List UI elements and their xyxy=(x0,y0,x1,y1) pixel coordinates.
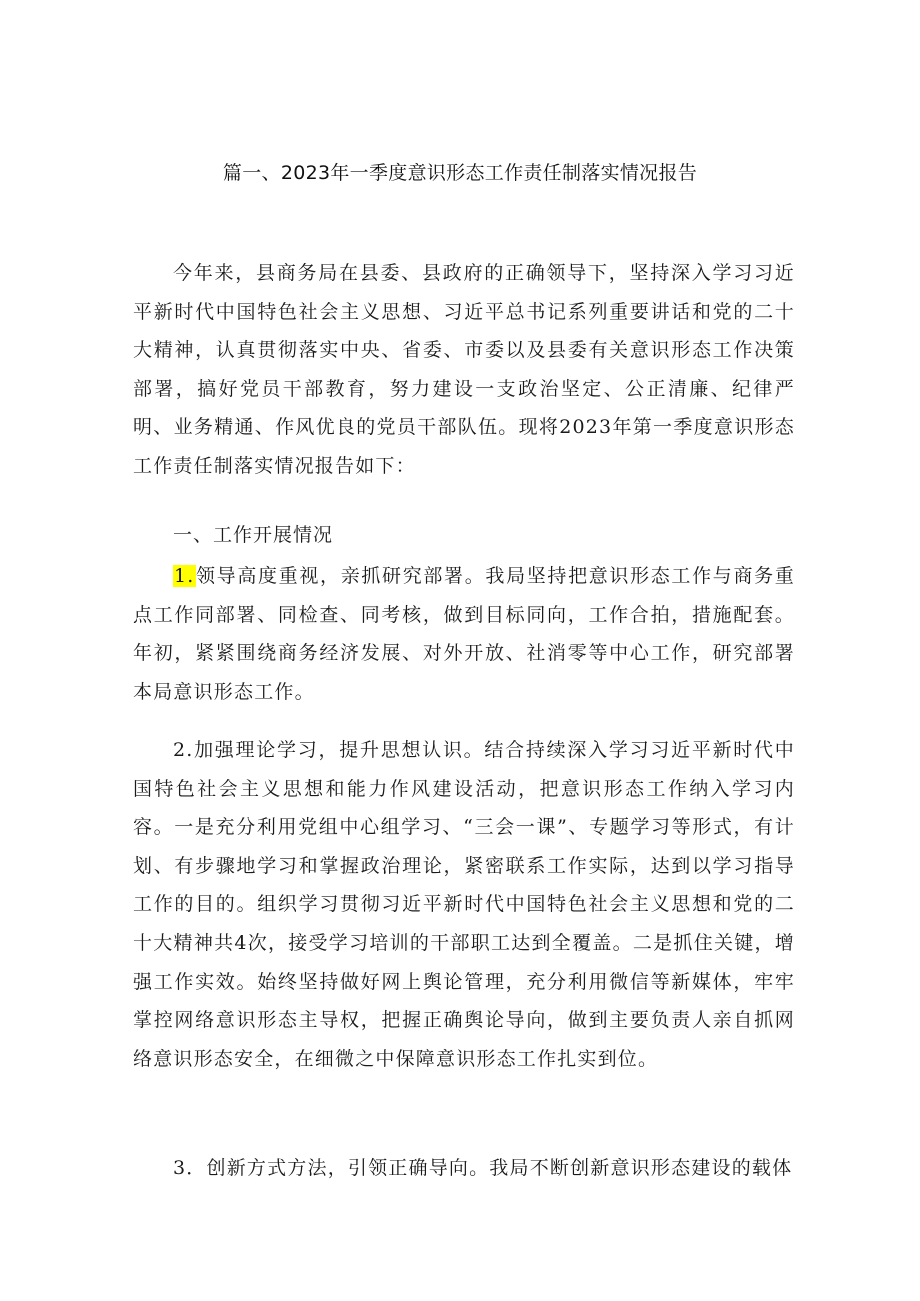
intro-paragraph: 今年来，县商务局在县委、县政府的正确领导下，坚持深入学习习近平新时代中国特色社会主义思想、习近平总书记系列重要讲话和党的二十大精神，认真贯彻落实中央、省委、市委以及县委有关意识形态工作决策部署，搞好党员干部教育，努力建设一支政治坚定、公正清廉、纪律严明、业务精通、作风优良的党员干部队伍。现将2023年第一季度意识形态工作责任制落实情况报告如下： xyxy=(133,262,795,477)
item-1-number-highlight: 1. xyxy=(174,565,195,587)
section-heading: 一、工作开展情况 xyxy=(173,524,334,546)
document-title: 篇一、2023年一季度意识形态工作责任制落实情况报告 xyxy=(222,162,698,184)
item-2-paragraph: 2.加强理论学习，提升思想认识。结合持续深入学习习近平新时代中国特色社会主义思想和能力作风建设活动，把意识形态工作纳入学习内容。一是充分利用党组中心组学习、“三会一课”、专题学习等形式，有计划、有步骤地学习和掌握政治理论，紧密联系工作实际，达到以学习指导工作的目的。组织学习贯彻习近平新时代中国特色社会主义思想和党的二十大精神共4次，接受学习培训的干部职工达到全覆盖。二是抓住关键，增强工作实效。始终坚持做好网上舆论管理，充分利用微信等新媒体，牢牢掌控网络意识形态主导权，把握正确舆论导向，做到主要负责人亲自抓网络意识形态安全，在细微之中保障意识形态工作扎实到位。 xyxy=(133,739,795,1070)
item-3-paragraph: 3．创新方式方法，引领正确导向。我局不断创新意识形态建设的载体 xyxy=(173,1157,793,1179)
item-1-paragraph xyxy=(133,557,795,711)
item-1-text: 领导高度重视，亲抓研究部署。我局坚持把意识形态工作与商务重点工作同部署、同检查、同考核，做到目标同向，工作合拍，措施配套。年初，紧紧围绕商务经济发展、对外开放、社消零等中心工作，研究部署本局意识形态工作。 xyxy=(133,565,795,703)
